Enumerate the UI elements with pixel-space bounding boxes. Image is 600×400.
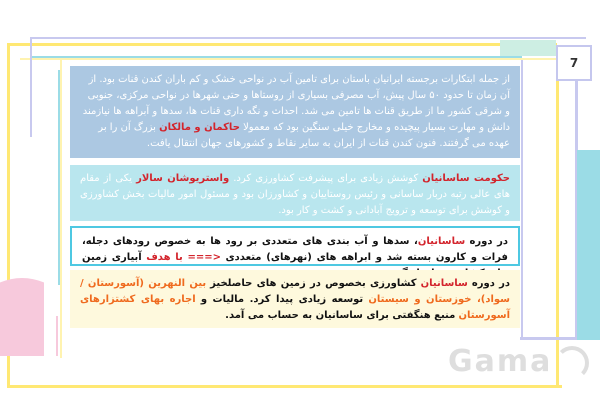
card-dams-highlight-b: <=== با هدف xyxy=(146,252,222,263)
card-agri-text-d: منبع هنگفتی برای ساسانیان به حساب می آمد. xyxy=(225,310,456,321)
card-qanat-text-a: از جمله ابتکارات برجسته ایرانیان باستان برای تامین آب در نواحی خشک و کم باران کندن قنات بود. از آن زمان تا حدود ۵۰ سال پیش، آب مصرفی بسیاری از روستاها و حتی شهرها در نواحی مرکزی، جنوبی و شرقی کشور ما از طریق قنات ها تامین می شد. احداث و نگه داری قنات ها، سدها و آبراهه ها نیازمند دانش و مهارت بسیار پیچیده و مخارج خیلی سنگین بود که معمولا xyxy=(82,74,510,133)
card-dams xyxy=(70,226,520,266)
card-agri-highlight-c: اجاره بهای کشتزارهای آسورستان xyxy=(80,294,510,321)
frame-teal-inner-left xyxy=(58,70,60,285)
card-agri-text-a: در دوره xyxy=(471,278,511,289)
card-agri-text-c: توسعه زیادی پیدا کرد. مالیات و xyxy=(200,294,364,305)
gama-watermark: Gama xyxy=(448,344,553,379)
frame-yellow-bottom xyxy=(7,385,562,388)
frame-pink-quarter-circle xyxy=(0,278,78,390)
card-agri-text-b: کشاورزی بخصوص در زمین های حاصلخیز xyxy=(210,278,417,289)
card-dams-highlight-a: ساسانیان xyxy=(417,236,466,247)
frame-yellow-inner-right xyxy=(556,78,559,388)
frame-mint-block xyxy=(500,40,556,56)
card-agriculture xyxy=(70,270,520,328)
gama-logo-icon xyxy=(555,346,589,380)
card-qanat xyxy=(70,66,520,158)
frame-purple-vertical xyxy=(521,60,523,340)
card-gov-highlight-b: واستریوشان سالار xyxy=(136,173,230,184)
card-gov-highlight-a: حکومت ساسانیان xyxy=(422,173,510,184)
card-agri-highlight-b: بین النهرین (آسورستان / سواد)، خوزستان و سیستان xyxy=(80,278,510,305)
card-gov-text-b: یکی از مقام های عالی رتبه دربار ساسانی و رئیس روستاییان و کشاورزان بود و مسئول امور مالیات بخش کشاورزی و کوشش برای توسعه و ترویج آبادانی و کشت و کار بود. xyxy=(80,173,510,216)
frame-purple-top xyxy=(30,37,586,39)
frame-pink-line xyxy=(56,316,58,356)
card-gov-text-a: کوشش زیادی برای پیشرفت کشاورزی کرد. xyxy=(233,173,419,184)
frame-purple-left xyxy=(30,37,32,137)
card-agri-highlight-a: ساسانیان xyxy=(420,278,468,289)
card-sasanian-government xyxy=(70,165,520,221)
frame-yellow-inner-left xyxy=(60,58,62,358)
page-number: 7 xyxy=(556,45,592,81)
frame-yellow-inner-top xyxy=(20,58,556,60)
card-dams-text-b: ، سدها و آب بندی های متعددی بر رود ها به خصوص رودهای دجله، فرات و کارون بسته شد و ابراهه های (نهرهای) متعددی xyxy=(82,236,508,263)
frame-teal-top-line xyxy=(32,56,522,58)
card-qanat-highlight: حاکمان و مالکان xyxy=(159,122,240,133)
frame-purple-bottom xyxy=(520,337,578,340)
frame-yellow-top xyxy=(7,43,557,46)
card-dams-text-a: در دوره xyxy=(469,236,508,247)
card-dams-text-c: آبیاری زمین xyxy=(82,252,142,263)
card-qanat-text-b: بزرگ آن را بر عهده می گرفتند. فنون کندن قنات از ایران به سایر نقاط و کشورهای جهان انتقال یافت. xyxy=(98,122,510,149)
frame-teal-right xyxy=(577,150,600,340)
